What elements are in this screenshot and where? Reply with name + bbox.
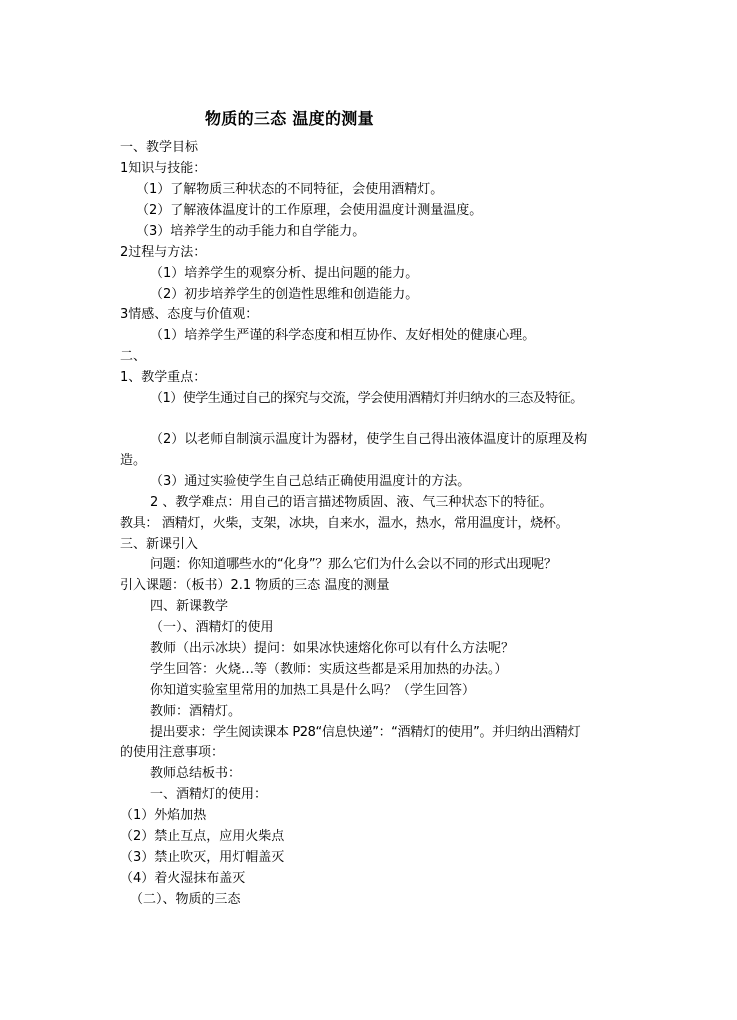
text-line: 问题：你知道哪些水的“化身”？那么它们为什么会以不同的形式出现呢？: [150, 557, 557, 572]
list-item: （4）着火湿抹布盖灭: [120, 871, 246, 886]
text-line: 提出要求：学生阅读课本 P28“信息快递”：“酒精灯的使用”。并归纳出酒精灯: [150, 725, 581, 740]
section-heading-intro: 三、新课引入: [120, 537, 199, 552]
text-line: 教师（出示冰块）提问：如果冰快速熔化你可以有什么方法呢？: [150, 641, 515, 656]
subheading-knowledge-skills: 1知识与技能：: [120, 161, 207, 176]
subheading-alcohol-lamp: （一）、酒精灯的使用: [150, 620, 274, 635]
text-line: 2 、教学难点：用自己的语言描述物质固、液、气三种状态下的特征。: [150, 495, 553, 510]
section-heading-objectives: 一、教学目标: [120, 140, 199, 155]
document-title: 物质的三态 温度的测量: [205, 109, 374, 128]
text-line: （2）了解液体温度计的工作原理，会使用温度计测量温度。: [136, 203, 483, 218]
text-line: （1）培养学生的观察分析、提出问题的能力。: [150, 266, 419, 281]
text-line: （3）培养学生的动手能力和自学能力。: [136, 224, 366, 239]
text-line: （1）使学生通过自己的探究与交流，学会使用酒精灯并归纳水的三态及特征。: [150, 391, 583, 406]
text-line: 你知道实验室里常用的加热工具是什么吗？（学生回答）: [150, 683, 476, 698]
text-line: 教师总结板书：: [150, 766, 242, 781]
text-line: 的使用注意事项：: [120, 745, 225, 760]
text-line: （2）初步培养学生的创造性思维和创造能力。: [150, 287, 419, 302]
subheading-key-points: 1、教学重点：: [120, 370, 207, 385]
subheading-process-methods: 2过程与方法：: [120, 245, 207, 260]
text-line: （1）培养学生严谨的科学态度和相互协作、友好相处的健康心理。: [150, 328, 536, 343]
list-item: （3）禁止吹灭，用灯帽盖灭: [120, 850, 285, 865]
text-line: 学生回答：火烧…等（教师：实质这些都是采用加热的办法。）: [150, 662, 508, 677]
list-item: （2）禁止互点，应用火柴点: [120, 829, 285, 844]
text-line: （1）了解物质三种状态的不同特征，会使用酒精灯。: [136, 182, 444, 197]
text-line: 引入课题：（板书）2.1 物质的三态 温度的测量: [120, 578, 390, 593]
text-line: 一、酒精灯的使用：: [150, 787, 268, 802]
section-heading-new-lesson: 四、新课教学: [150, 599, 229, 614]
subheading-attitudes-values: 3情感、态度与价值观：: [120, 307, 259, 322]
subheading-three-states: （二）、物质的三态: [130, 892, 241, 907]
teaching-aids-line: 教具： 酒精灯，火柴，支架，冰块，自来水，温水，热水，常用温度计，烧杯。: [120, 516, 569, 531]
list-item: （1）外焰加热: [120, 808, 207, 823]
text-line: 造。: [120, 453, 147, 468]
text-line: 教师：酒精灯。: [150, 704, 242, 719]
text-line: （3）通过实验使学生自己总结正确使用温度计的方法。: [150, 474, 471, 489]
section-heading-two: 二、: [120, 349, 147, 364]
text-line: （2）以老师自制演示温度计为器材，使学生自己得出液体温度计的原理及构: [150, 432, 588, 447]
